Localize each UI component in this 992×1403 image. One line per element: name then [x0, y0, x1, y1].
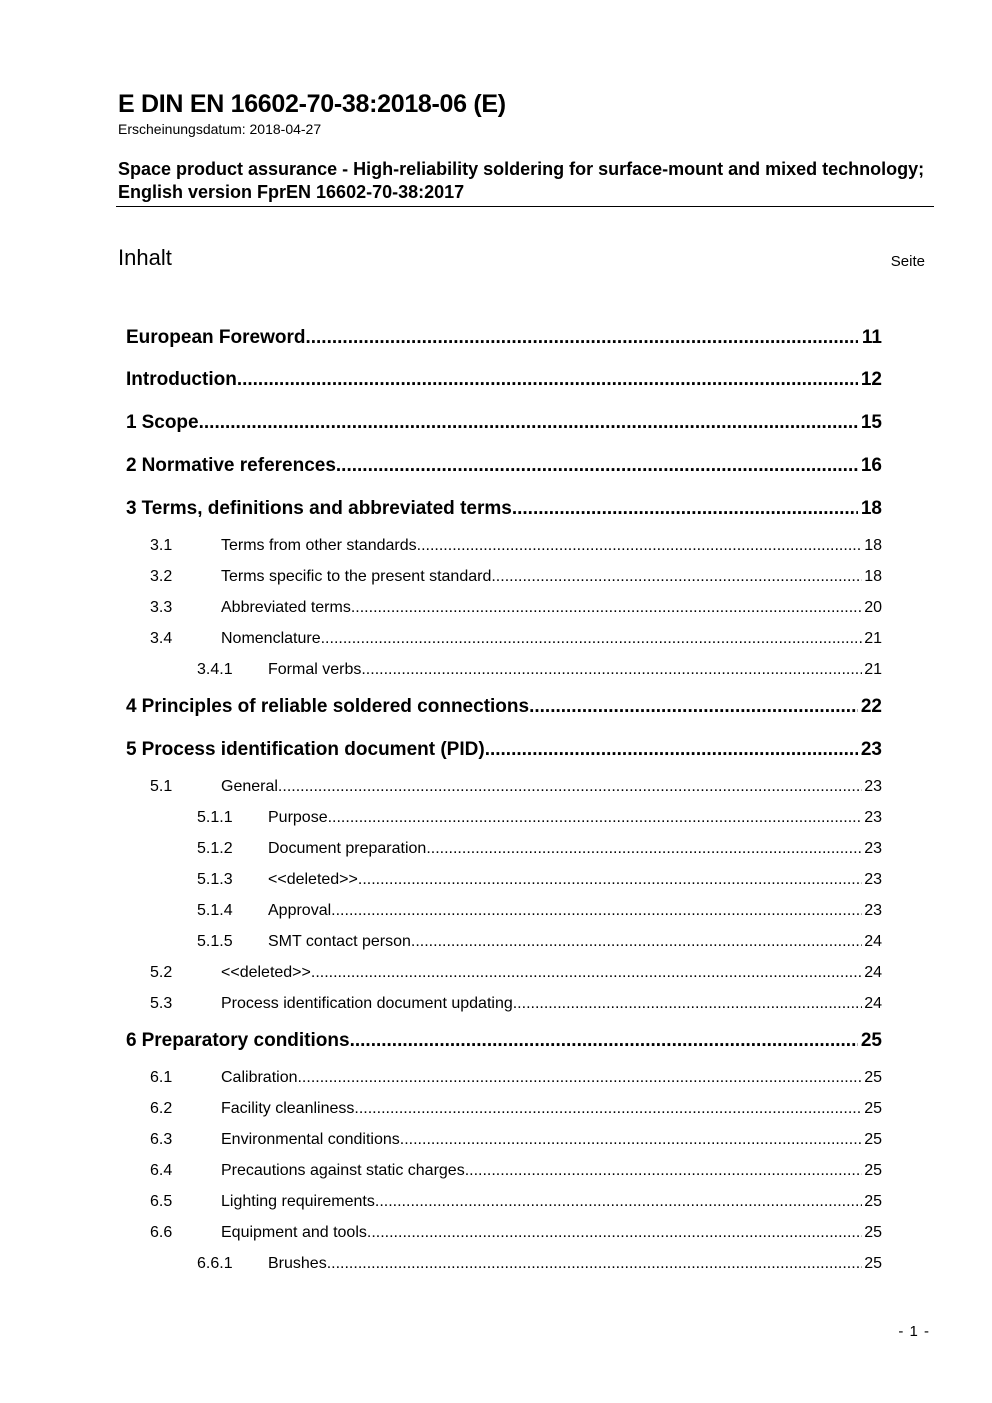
toc-entry-number: 6.6.1	[197, 1255, 233, 1272]
toc-entry-title: Brushes	[268, 1255, 327, 1272]
toc-dot-leader	[336, 444, 858, 487]
toc-entry-number: 4	[126, 696, 137, 717]
toc-entry-page: 21	[864, 661, 882, 678]
toc-entry[interactable]	[126, 358, 882, 401]
toc-dot-leader	[411, 926, 862, 957]
toc-entry-title: Approval	[268, 902, 332, 919]
toc-entry-page: 25	[864, 1100, 882, 1117]
toc-entry[interactable]	[126, 833, 882, 864]
toc-entry[interactable]	[126, 1186, 882, 1217]
toc-entry[interactable]	[126, 530, 882, 561]
toc-entry[interactable]	[126, 802, 882, 833]
toc-entry-number: 6	[126, 1030, 137, 1051]
toc-entry[interactable]	[126, 623, 882, 654]
toc-entry-page: 16	[860, 455, 882, 476]
toc-entry[interactable]	[126, 926, 882, 957]
toc-entry-page: 24	[864, 933, 882, 950]
toc-entry-title: General	[221, 778, 278, 795]
toc-entry[interactable]	[126, 864, 882, 895]
toc-entry-page: 25	[864, 1255, 882, 1272]
toc-entry-title: Process identification document updating	[221, 995, 513, 1012]
toc-entry-page: 18	[864, 568, 882, 585]
toc-entry-number: 2	[126, 455, 137, 476]
toc-entry-title: European Foreword	[126, 327, 306, 348]
toc-entry[interactable]	[126, 444, 882, 487]
toc-entry-title: <<deleted>>	[268, 871, 358, 888]
toc-entry-page: 20	[864, 599, 882, 616]
toc-entry[interactable]	[126, 728, 882, 771]
toc-entry-title: Process identification document (PID)	[141, 739, 485, 760]
toc-entry-title: Purpose	[268, 809, 328, 826]
toc-entry[interactable]	[126, 487, 882, 530]
toc-dot-leader	[350, 1019, 858, 1062]
toc-entry-title: Lighting requirements	[221, 1193, 375, 1210]
toc-entry-title: Scope	[141, 412, 199, 433]
toc-dot-leader	[331, 895, 862, 926]
toc-entry-number: 3.4	[150, 630, 173, 647]
toc-entry-title: Facility cleanliness	[221, 1100, 355, 1117]
toc-entry[interactable]	[126, 1248, 882, 1279]
toc-entry-title: Document preparation	[268, 840, 427, 857]
toc-dot-leader	[237, 358, 858, 401]
toc-entry[interactable]	[126, 401, 882, 444]
toc-entry-title: Precautions against static charges	[221, 1162, 465, 1179]
toc-entry-page: 22	[860, 696, 882, 717]
toc-entry-page: 23	[864, 902, 882, 919]
toc-entry-title: Terms specific to the present standard	[221, 568, 492, 585]
toc-dot-leader	[367, 1217, 862, 1248]
toc-entry-page: 25	[864, 1224, 882, 1241]
toc-entry-title: Terms from other standards	[221, 537, 417, 554]
toc-entry-title: Equipment and tools	[221, 1224, 367, 1241]
toc-entry-page: 25	[864, 1131, 882, 1148]
toc-dot-leader	[351, 592, 862, 623]
toc-entry-page: 23	[864, 871, 882, 888]
toc-entry-title: Principles of reliable soldered connections	[141, 696, 530, 717]
toc-entry-title: Abbreviated terms	[221, 599, 351, 616]
toc-dot-leader	[361, 654, 862, 685]
toc-dot-leader	[199, 401, 858, 444]
toc-entry-title: Introduction	[126, 369, 237, 390]
toc-heading: Inhalt	[118, 245, 172, 270]
toc-entry-title: <<deleted>>	[221, 964, 311, 981]
toc-entry-page: 15	[860, 412, 882, 433]
toc-entry[interactable]	[126, 685, 882, 728]
toc-entry-title: Terms, definitions and abbreviated terms	[141, 498, 512, 519]
toc-dot-leader	[513, 988, 862, 1019]
table-of-contents	[126, 318, 882, 1279]
toc-entry[interactable]	[126, 1062, 882, 1093]
toc-entry-page: 25	[864, 1162, 882, 1179]
toc-entry-page: 21	[864, 630, 882, 647]
toc-entry-page: 18	[860, 498, 882, 519]
toc-dot-leader	[465, 1155, 862, 1186]
toc-entry-number: 5.1.4	[197, 902, 233, 919]
toc-entry-page: 23	[864, 809, 882, 826]
toc-entry-number: 5	[126, 739, 137, 760]
publication-date: Erscheinungsdatum: 2018-04-27	[118, 121, 322, 137]
toc-entry-number: 5.1.3	[197, 871, 233, 888]
toc-entry-page: 25	[864, 1069, 882, 1086]
toc-entry-page: 12	[860, 369, 882, 390]
toc-entry-number: 5.1.2	[197, 840, 233, 857]
toc-entry-number: 3.1	[150, 537, 173, 554]
toc-entry[interactable]	[126, 1217, 882, 1248]
toc-entry-title: Normative references	[141, 455, 336, 476]
toc-dot-leader	[327, 1248, 862, 1279]
toc-entry-title: Environmental conditions	[221, 1131, 400, 1148]
toc-dot-leader	[297, 1062, 862, 1093]
toc-dot-leader	[375, 1186, 862, 1217]
page-number: - 1 -	[898, 1323, 930, 1340]
toc-entry-title: Nomenclature	[221, 630, 321, 647]
header-divider	[116, 206, 934, 207]
toc-entry[interactable]	[126, 592, 882, 623]
toc-entry[interactable]	[126, 1019, 882, 1062]
toc-entry-page: 11	[861, 327, 882, 348]
toc-entry-title: SMT contact person	[268, 933, 411, 950]
toc-dot-leader	[512, 487, 858, 530]
toc-dot-leader	[321, 623, 862, 654]
toc-entry-title: Calibration	[221, 1069, 298, 1086]
toc-dot-leader	[328, 802, 862, 833]
toc-dot-leader	[485, 728, 858, 771]
toc-entry-number: 5.1	[150, 778, 173, 795]
toc-entry-number: 5.2	[150, 964, 173, 981]
toc-entry-page: 23	[860, 739, 882, 760]
toc-entry-page: 23	[864, 840, 882, 857]
toc-entry[interactable]	[126, 988, 882, 1019]
toc-entry-number: 6.4	[150, 1162, 173, 1179]
toc-dot-leader	[400, 1124, 862, 1155]
toc-dot-leader	[529, 685, 858, 728]
toc-entry-number: 3	[126, 498, 137, 519]
toc-entry-page: 24	[864, 995, 882, 1012]
toc-page-column-label: Seite	[890, 253, 925, 270]
toc-entry-page: 18	[864, 537, 882, 554]
toc-entry[interactable]	[126, 1093, 882, 1124]
toc-entry-title: Preparatory conditions	[141, 1030, 350, 1051]
toc-entry[interactable]	[126, 771, 882, 802]
toc-entry-number: 1	[126, 412, 137, 433]
toc-entry-page: 24	[864, 964, 882, 981]
toc-entry-number: 5.1.5	[197, 933, 233, 950]
toc-entry[interactable]	[126, 318, 882, 358]
toc-entry[interactable]	[126, 561, 882, 592]
toc-dot-leader	[358, 864, 862, 895]
toc-dot-leader	[305, 318, 858, 358]
toc-entry-number: 6.6	[150, 1224, 173, 1241]
toc-entry-title: Formal verbs	[268, 661, 362, 678]
toc-dot-leader	[491, 561, 862, 592]
toc-entry-number: 5.3	[150, 995, 173, 1012]
toc-entry-number: 3.2	[150, 568, 173, 585]
toc-entry-number: 6.2	[150, 1100, 173, 1117]
toc-entry-page: 25	[860, 1030, 882, 1051]
toc-dot-leader	[311, 957, 862, 988]
toc-entry-number: 5.1.1	[197, 809, 233, 826]
toc-entry[interactable]	[126, 1124, 882, 1155]
toc-entry[interactable]	[126, 654, 882, 685]
toc-entry[interactable]	[126, 957, 882, 988]
toc-entry[interactable]	[126, 895, 882, 926]
toc-entry-number: 3.4.1	[197, 661, 233, 678]
document-title: E DIN EN 16602-70-38:2018-06 (E)	[118, 90, 506, 118]
toc-dot-leader	[354, 1093, 862, 1124]
toc-entry-page: 25	[864, 1193, 882, 1210]
toc-dot-leader	[278, 771, 862, 802]
toc-dot-leader	[417, 530, 862, 561]
toc-entry-number: 6.3	[150, 1131, 173, 1148]
toc-entry-number: 6.1	[150, 1069, 173, 1086]
toc-entry-page: 23	[864, 778, 882, 795]
toc-dot-leader	[426, 833, 862, 864]
toc-entry-number: 3.3	[150, 599, 173, 616]
toc-entry[interactable]	[126, 1155, 882, 1186]
toc-entry-number: 6.5	[150, 1193, 173, 1210]
document-subtitle: Space product assurance - High-reliability soldering for surface-mount and mixed technology; English version FprEN 16602-70-38:2017	[118, 159, 925, 202]
